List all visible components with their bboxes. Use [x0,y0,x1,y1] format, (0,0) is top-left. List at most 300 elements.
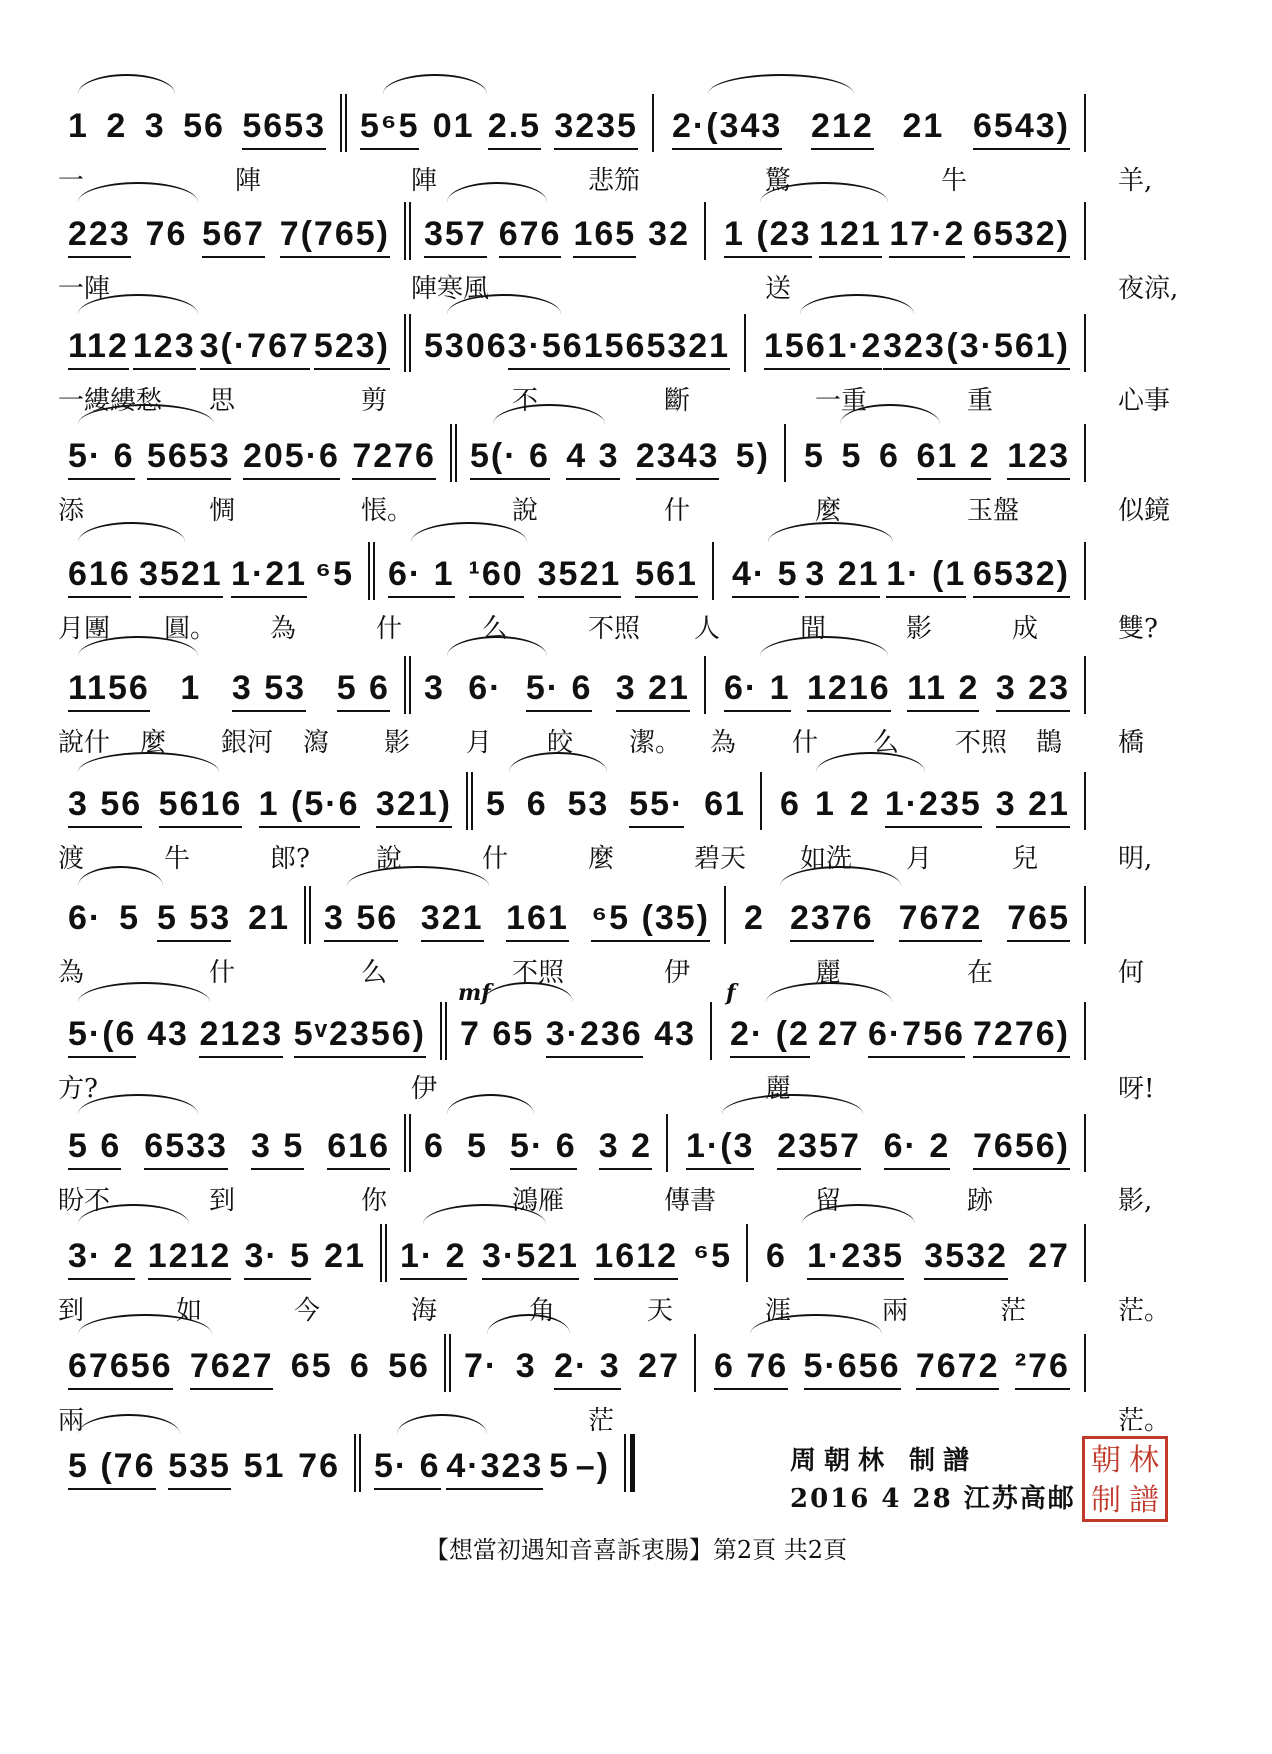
lyric-word: 郎? [270,844,310,874]
bar-line [1084,1114,1086,1172]
lyric-word: 圓。 [164,614,217,644]
lyric-word: 玉盤 [967,496,1020,526]
bar-line [368,542,370,600]
seal-char: 朝 [1091,1443,1121,1478]
measure [58,198,400,258]
note-group: 5 (76 [68,1446,156,1490]
lyrics-row [58,160,1218,196]
lyric-word: 什 [482,844,509,874]
measure [756,1220,1080,1280]
note-group: 7 [460,1015,481,1053]
bar-line [744,314,746,372]
note-group: 65 [290,1347,333,1385]
bar-line [710,1002,712,1060]
note-group: 357 [424,214,487,258]
note-group: 3·521 [482,1236,579,1280]
lyric-word: 影 [384,728,411,758]
lyric-word: 送 [765,274,792,304]
notation-row [58,90,1218,150]
note-group: 1612 [594,1236,678,1280]
note-group: 06 [465,327,508,365]
seal-char: 林 [1129,1443,1159,1478]
bar-line [666,1114,668,1172]
lyrics-row [58,380,1218,416]
note-group: 2 [849,785,871,823]
bar-line [1084,424,1086,482]
note-group: 565321 [605,326,730,370]
measure [676,1110,1080,1170]
arranger-credit: 周朝林 制譜 [790,1446,978,1476]
lyric-word: 月團 [58,614,111,644]
note-group: 1156 [68,668,150,712]
note-group: 3521 [538,554,622,598]
slur-mark [708,74,854,94]
lyric-word: 人 [694,614,721,644]
lyric-word: 一重 [815,386,868,416]
note-group: 5 [841,437,863,475]
note-group: 6532) [973,214,1070,258]
note-group: 676 [499,214,562,258]
notation-row [58,998,1218,1058]
note-group: 6 76 [714,1346,788,1390]
note-group: 55· [629,784,684,828]
note-group: 65 [492,1015,535,1053]
note-group: –) [575,1447,610,1485]
lyric-word: 茫。 [1118,1406,1171,1436]
date-place: 2016 4 28 江苏高邮 [790,1484,1076,1514]
note-group: 56 [388,1347,430,1385]
note-group: 1·235 [807,1236,904,1280]
note-group: 616 [68,554,131,598]
page-footer: 【想當初遇知音喜訴衷腸】第2頁 共2頁 [424,1536,848,1564]
note-group: 5· 6 [68,436,135,480]
note-group: 43 [654,1015,696,1053]
note-group: 5 [467,1127,488,1165]
note-group: 3 21 [616,668,690,712]
note-group: 61 [704,785,746,823]
bar-line [1084,314,1086,372]
note-group: 2376 [790,898,874,942]
note-group: 567 [202,214,265,258]
bar-line [1084,1334,1086,1392]
note-group: 6· 1 [724,668,791,712]
lyric-word: 鴻雁 [512,1186,565,1216]
notation-row [58,768,1218,828]
measure [794,420,1080,480]
bar-line [450,424,452,482]
note-group: 6· [468,669,503,707]
note-group: 17·2 [889,214,965,258]
lyric-word: 悵。 [361,496,414,526]
measure [454,1330,690,1390]
note-group: 2.5 [488,106,541,150]
lyrics-row [58,1290,1218,1326]
note-group: 43 [147,1015,189,1053]
note-group: 2357 [777,1126,861,1170]
note-group: 56 [183,107,225,145]
lyric-word: 渡 [58,844,85,874]
measure [714,652,1080,712]
measure [58,1220,376,1280]
lyric-word: 兩 [882,1296,909,1326]
note-group: 3 56 [68,784,142,828]
note-group: 7(765) [280,214,390,258]
note-group: 27 [638,1347,680,1385]
note-group: 7· [464,1347,499,1385]
lyric-word: 鵲 [1036,728,1063,758]
notation-row [58,882,1218,942]
note-group: 165 [573,214,636,258]
note-group: 6 [780,785,801,823]
lyric-word: 重 [967,386,994,416]
lyrics-row [58,952,1218,988]
lyric-word: 呀! [1118,1074,1155,1104]
measure [460,420,780,480]
lyric-word: 如洗 [800,844,853,874]
bar-line [444,1334,446,1392]
measure [364,1430,620,1490]
seal-char: 制 [1091,1483,1121,1518]
measure [314,882,720,942]
bar-line [440,1002,442,1060]
note-group: 3 53 [232,668,306,712]
lyric-word: 陣寒風 [411,274,490,304]
note-group: 6 [879,437,900,475]
lyric-word: 為 [58,958,85,988]
note-group: 321) [376,784,452,828]
lyric-word: 一 [58,166,85,196]
lyric-word: 思 [209,386,236,416]
measure [720,998,1080,1058]
measure [58,998,436,1058]
note-group: 27 [818,1015,860,1053]
lyric-word: 到 [209,1186,236,1216]
note-group: 11 2 [907,668,979,712]
bar-line [1084,656,1086,714]
measure [58,90,336,150]
note-group: 3 2 [599,1126,652,1170]
lyric-word: 月 [906,844,933,874]
note-group: 32 [648,215,690,253]
note-group: 3· 2 [68,1236,135,1280]
measure [390,1220,742,1280]
note-group: 76 [145,215,188,253]
note-group: 4 3 [566,436,619,480]
note-group: 5 53 [157,898,231,942]
measure [58,538,364,598]
measure [704,1330,1080,1390]
lyric-word: 么 [873,728,900,758]
lyric-word: 成 [1012,614,1039,644]
lyric-word: 什 [209,958,236,988]
lyric-word: 為 [270,614,297,644]
bar-line [1084,94,1086,152]
bar-line [354,1434,356,1492]
note-group: 156 [764,326,827,370]
note-group: 1·21 [231,554,307,598]
lyric-word: 月 [466,728,493,758]
lyric-word: 說 [512,496,539,526]
measure [450,998,706,1058]
note-group: 6· [68,899,103,937]
note-group: 5 6 [68,1126,121,1170]
note-group: 67656 [68,1346,173,1390]
lyric-word: 雙? [1118,614,1158,644]
note-group: 3· 5 [244,1236,311,1280]
lyric-word: 麼 [588,844,615,874]
note-group: 1· (1 [886,554,966,598]
lyrics-row [58,1180,1218,1216]
note-group: 21 [902,107,945,145]
bar-line [1084,886,1086,944]
lyric-word: 羊, [1118,166,1153,196]
lyric-word: 海 [411,1296,438,1326]
note-group: 3·561 [508,326,605,370]
note-group: 2343 [636,436,720,480]
lyric-word: 跡 [967,1186,994,1216]
measure [662,90,1080,150]
bar-line [340,94,342,152]
note-group: 3 21 [996,784,1070,828]
lyric-word: 牛 [941,166,968,196]
measure [58,1330,440,1390]
note-group: 323 [883,326,946,370]
note-group: 112 [68,326,129,370]
measure [770,768,1080,828]
lyric-word: 茫。 [1118,1296,1171,1326]
lyrics-row [58,722,1218,758]
lyric-word: 什 [376,614,403,644]
bar-line [1084,772,1086,830]
note-group: 7672 [899,898,983,942]
note-group: 161 [506,898,569,942]
notation-row [58,1330,1218,1390]
notation-row [58,198,1218,258]
lyric-word: 陣 [411,166,438,196]
note-group: 6· 2 [884,1126,951,1170]
note-group: 1 (5·6 [259,784,360,828]
note-group: 321 [421,898,484,942]
note-group: 121 [819,214,882,258]
bar-line [404,202,406,260]
note-group: 6543) [973,106,1070,150]
bar-line [746,1224,748,1282]
bar-line [404,314,406,372]
lyric-word: 角 [529,1296,556,1326]
lyric-word: 什 [792,728,819,758]
note-group: 5·(6 [68,1014,136,1058]
lyric-word: 在 [967,958,994,988]
note-group: 21 [324,1237,366,1275]
lyric-word: 方? [58,1074,98,1104]
lyric-word: 傳書 [664,1186,717,1216]
dynamic-mark: mf [458,980,491,1006]
note-group: 2·(343 [672,106,782,150]
bar-line [466,772,468,830]
measure [722,538,1080,598]
lyric-word: 夜涼, [1118,274,1179,304]
note-group: 1 (23 [724,214,812,258]
measure [350,90,648,150]
note-group: 3 5 [251,1126,304,1170]
bar-line [784,424,786,482]
lyric-word: 斷 [664,386,691,416]
measure [58,652,400,712]
lyric-word: 不 [512,386,539,416]
note-group: 5 [549,1447,570,1485]
lyrics-row [58,490,1218,526]
note-group: 3 [424,669,445,707]
note-group: 76 [298,1447,340,1485]
note-group: 3 [144,107,166,145]
measure [58,310,400,370]
note-group: 3(·767 [200,326,310,370]
lyric-word: 涯 [765,1296,792,1326]
bar-line [724,886,726,944]
lyric-word: 惆 [209,496,236,526]
lyric-word: 麗 [765,1074,792,1104]
note-group: 5(· 6 [470,436,550,480]
note-group: ⁶5 (35) [591,898,709,942]
note-group: 1 [814,785,836,823]
measure [414,652,700,712]
note-group: 4· 5 [732,554,799,598]
lyric-word: 什 [664,496,691,526]
bar-line [404,1114,406,1172]
note-group: 3·236 [546,1014,643,1058]
seal-char: 譜 [1129,1483,1159,1518]
note-group: 3235 [554,106,638,150]
lyric-word: 伊 [411,1074,438,1104]
measure [58,420,446,480]
lyric-word: 麼 [140,728,167,758]
note-group: 6· 1 [388,554,455,598]
lyric-word: 茫 [588,1406,615,1436]
note-group: 4·323 [446,1446,543,1490]
dynamic-mark: f [726,980,736,1006]
note-group: 523) [314,326,390,370]
lyric-word: 如 [176,1296,203,1326]
note-group: 1 [68,107,89,145]
bar-line [1084,1002,1086,1060]
bar-line [1084,1224,1086,1282]
bar-line [704,202,706,260]
note-group: 7276) [973,1014,1070,1058]
note-group: 7656) [973,1126,1070,1170]
note-group: 51 [243,1447,286,1485]
measure [58,1110,400,1170]
note-group: 5653 [242,106,326,150]
note-group: 3 23 [996,668,1070,712]
note-group: 2 [744,899,765,937]
note-group: 3 21 [805,554,879,598]
bar-line [712,542,714,600]
note-group: 6 [349,1347,371,1385]
lyric-word: 麗 [815,958,842,988]
lyric-word: 瀉 [303,728,330,758]
lyric-word: 剪 [361,386,388,416]
lyric-word: 悲笳 [588,166,641,196]
note-group: 561 [635,554,698,598]
note-group: 5⁶5 [360,106,419,150]
note-group: 7627 [190,1346,274,1390]
note-group: 6533 [144,1126,228,1170]
notation-row [58,310,1218,370]
lyric-word: 皎 [547,728,574,758]
note-group: 6 [526,785,548,823]
note-group: 123 [1007,436,1070,480]
note-group: 1216 [807,668,891,712]
note-group: 5653 [147,436,231,480]
note-group: 5 [486,785,507,823]
bar-line [304,886,306,944]
lyric-word: 影 [906,614,933,644]
lyric-word: 驚 [765,166,792,196]
bar-line [1084,202,1086,260]
note-group: 2· 3 [554,1346,621,1390]
lyric-word: 添 [58,496,85,526]
notation-row [58,420,1218,480]
note-group: 6532) [973,554,1070,598]
lyrics-row [58,608,1218,644]
measure [414,198,700,258]
note-group: 53 [424,327,466,365]
note-group: 6 [766,1237,787,1275]
slur-mark [383,74,487,94]
bar-line [704,656,706,714]
measure [58,1430,350,1490]
measure [476,768,756,828]
note-group: (3·561) [946,326,1070,370]
notation-row [58,538,1218,598]
measure [754,310,1080,370]
note-group: 5 [119,899,141,937]
lyric-word: 影, [1118,1186,1153,1216]
bar-line [652,94,654,152]
note-group: 01 [432,107,475,145]
note-group: 3 [515,1347,537,1385]
note-group: ¹60 [469,554,524,598]
note-group: 5 6 [337,668,390,712]
lyric-word: 盼不 [58,1186,111,1216]
lyric-word: 你 [361,1186,388,1216]
lyric-word: 不照 [955,728,1008,758]
note-group: 123 [133,326,196,370]
lyric-word: 明, [1118,844,1153,874]
note-group: 53 [567,785,610,823]
measure [58,768,462,828]
bar-line [624,1434,626,1492]
seal-stamp [1082,1436,1168,1522]
note-group: 205·6 [243,436,340,480]
notation-row [58,1220,1218,1280]
note-group: 5ᵛ2356) [294,1014,426,1058]
measure [414,1110,662,1170]
lyric-word: 心事 [1118,386,1171,416]
lyric-word: 說 [376,844,403,874]
lyric-word: 今 [294,1296,321,1326]
note-group: 6 [424,1127,445,1165]
lyric-word: 為 [710,728,737,758]
note-group: 616 [327,1126,390,1170]
notation-row [58,1110,1218,1170]
note-group: 5·656 [804,1346,901,1390]
lyric-word: 么 [361,958,388,988]
lyric-word: 銀河 [221,728,274,758]
note-group: 2· (2 [730,1014,810,1058]
note-group: 2 [106,107,128,145]
note-group: 5· 6 [510,1126,577,1170]
